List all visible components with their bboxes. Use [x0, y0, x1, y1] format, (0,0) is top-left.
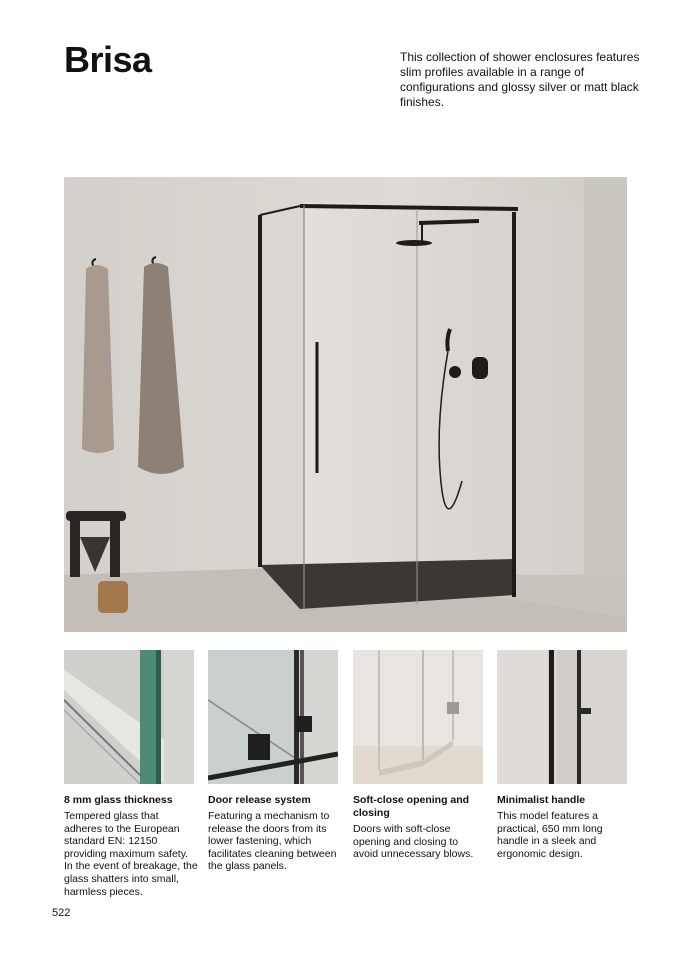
hero-shower-photo: [64, 177, 627, 632]
handle-photo: [497, 650, 627, 784]
soft-close-photo: [353, 650, 483, 784]
feature-title: Minimalist handle: [497, 794, 586, 806]
door-release-photo: [208, 650, 338, 784]
page-title: Brisa: [64, 39, 152, 80]
feature-minimalist-handle: [497, 794, 622, 860]
feature-text: Tempered glass that adheres to the European standard EN: 12150 providing maximum safety. In the event of breakage, the glass shatters into small, harmless pieces.: [64, 810, 198, 898]
page-number: 522: [52, 907, 71, 919]
feature-door-release: [208, 794, 343, 873]
feature-soft-close: [353, 794, 483, 861]
feature-glass-thickness: [64, 794, 199, 898]
feature-title: Soft-close opening and closing: [353, 794, 470, 819]
feature-text: Featuring a mechanism to release the doors from its lower fastening, which facilitates cleaning between the glass panels.: [208, 810, 337, 873]
feature-title: Door release system: [208, 794, 311, 806]
feature-text: This model features a practical, 650 mm long handle in a sleek and ergonomic design.: [497, 810, 603, 860]
feature-text: Doors with soft-close opening and closing to avoid unnecessary blows.: [353, 823, 474, 861]
feature-title: 8 mm glass thickness: [64, 794, 173, 806]
intro-text: This collection of shower enclosures features slim profiles available in a range of configurations and glossy silver or matt black finishes.: [400, 50, 640, 109]
feature-thumbnails: [64, 650, 627, 784]
glass-edge-photo: [64, 650, 194, 784]
